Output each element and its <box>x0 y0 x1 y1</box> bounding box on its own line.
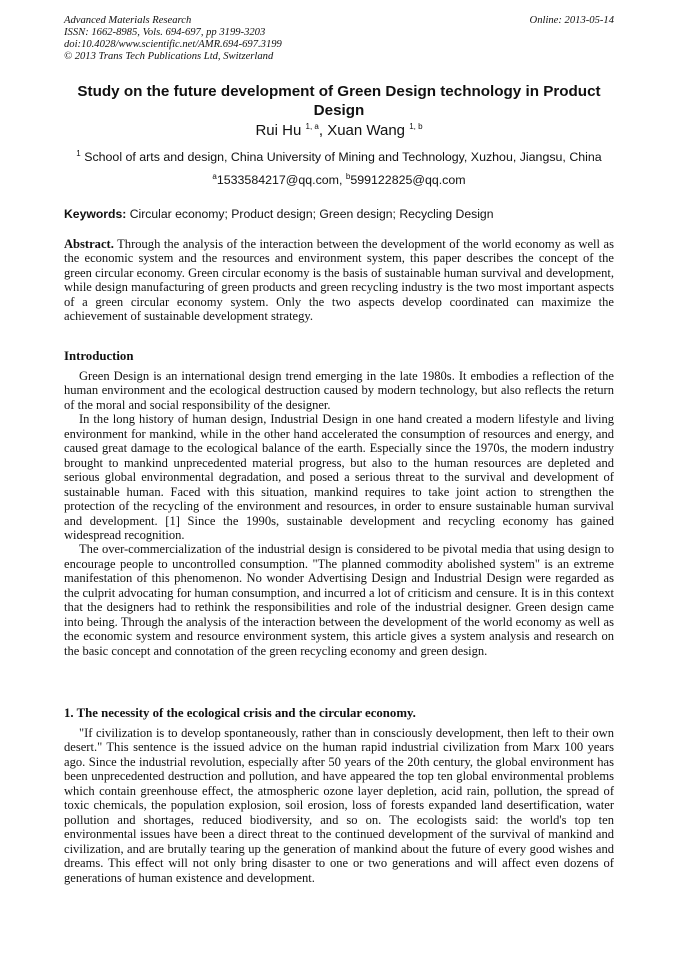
author-emails <box>64 172 614 188</box>
introduction-paragraph: The over-commercialization of the industrial design is considered to be pivotal media that using design to encourage people to uncontrolled consumption. "The planned commodity abolished system" is an extreme manifestation of this phenomenon. No wonder Advertising Design and Industrial Design were regarded as the culprit advocating for human consumption, and incurred a lot of criticism and censure. It is in this context that the designers had to rethink the responsibilities and role of the industrial designer. Green design came into being. Through the analysis of the interaction between the development of the world economy as well as the economic system and resource environment system, this article gives a system analysis and research on the basic concept and connotation of the green recycling economy and green design. <box>64 542 614 658</box>
abstract-text: Through the analysis of the interaction between the development of the world economy as well as the economic system and the resources and environment system, this paper describes the concept of the green circular economy. Green circular economy is the basis of sustainable human survival and development, while design manufacturing of green products and green recycling industry is the two most important aspects of a green circular economy system. Only the two aspects develop coordinated can maximize the achievement of sustainable development strategy. <box>64 237 614 324</box>
issn-line: ISSN: 1662-8985, Vols. 694-697, pp 3199-3203 <box>64 27 266 38</box>
author-1-affiliation-marker: 1, a <box>305 122 319 131</box>
affiliation <box>64 149 614 165</box>
section-1-paragraph: "If civilization is to develop spontaneously, rather than in consciously development, then left to their own desert." This sentence is the issued advice on the human rapid industrial civilization from Marx 100 years ago. Since the industrial revolution, especially after 50 years of the 20th century, the global environment has been unprecedented destruction and pollution, and have appeared the top ten global environmental problems which contain greenhouse effect, the atmospheric ozone layer depletion, acid rain, pollution, the spread of toxic chemicals, the population explosion, soil erosion, loss of forests expanded land desertification, water pollution and shortages, reduced biodiversity, and so on. The ecologists said: the world's top ten environmental issues have been a direct threat to the continued development of the survival of mankind and civilization, and are brutally tearing up the generation of mankind about the future of every good wishes and dreams. This effect will not only bring disaster to one or two generations and will affect even dozens of generations of human existence and development. <box>64 726 614 885</box>
section-1-body <box>64 726 614 885</box>
doi-line: doi:10.4028/www.scientific.net/AMR.694-697.3199 <box>64 39 282 50</box>
author-1-name: Rui Hu <box>255 122 302 139</box>
introduction-heading: Introduction <box>64 349 134 363</box>
introduction-paragraph: Green Design is an international design trend emerging in the late 1980s. It embodies a reflection of the human environment and the ecological destruction caused by modern technology, but also reflects the return of the moral and social responsibility of the designer. <box>64 369 614 412</box>
introduction-body <box>64 369 614 658</box>
keywords-label: Keywords: <box>64 207 127 221</box>
email-b-marker: b <box>345 171 351 181</box>
keywords <box>64 206 614 222</box>
author-2-name: Xuan Wang <box>327 122 406 139</box>
keywords-text: Circular economy; Product design; Green design; Recycling Design <box>129 207 494 221</box>
copyright-line: © 2013 Trans Tech Publications Ltd, Switzerland <box>64 51 274 62</box>
abstract <box>64 237 614 324</box>
author-2-affiliation-marker: 1, b <box>409 122 423 131</box>
email-b: 599122825@qq.com <box>350 173 466 187</box>
author-separator: , <box>318 122 328 139</box>
affiliation-text: School of arts and design, China University of Mining and Technology, Xuzhou, Jiangsu, China <box>84 150 602 164</box>
abstract-label: Abstract. <box>64 237 114 251</box>
email-a: 1533584217@qq.com, <box>216 173 343 187</box>
journal-name: Advanced Materials Research <box>64 15 192 26</box>
introduction-paragraph: In the long history of human design, Industrial Design in one hand created a modern lifestyle and living environment for mankind, while in the other hand accelerated the consumption of resources and energy, and caused great damage to the ecological balance of the earth. Especially since the 1970s, the modern industry brought to mankind unprecedented material progress, but also to the human resources are depleted and serious global environmental degradation, and posed a serious threat to the survival and development of sustainable human. Faced with this situation, mankind requires to take joint action to strengthen the protection of the recycling of the environment and resources, in order to ensure sustainable human survival and development. [1] Since the 1990s, sustainable development and recycling economy has gained widespread recognition. <box>64 412 614 542</box>
email-a-marker: a <box>212 171 217 181</box>
online-date: Online: 2013-05-14 <box>529 15 614 26</box>
running-header <box>64 15 614 63</box>
paper-title: Study on the future development of Green Design technology in Product Design <box>77 83 601 119</box>
section-1-heading: 1. The necessity of the ecological crisis and the circular economy. <box>64 706 416 720</box>
author-line <box>64 122 614 140</box>
affiliation-marker: 1 <box>76 148 81 158</box>
